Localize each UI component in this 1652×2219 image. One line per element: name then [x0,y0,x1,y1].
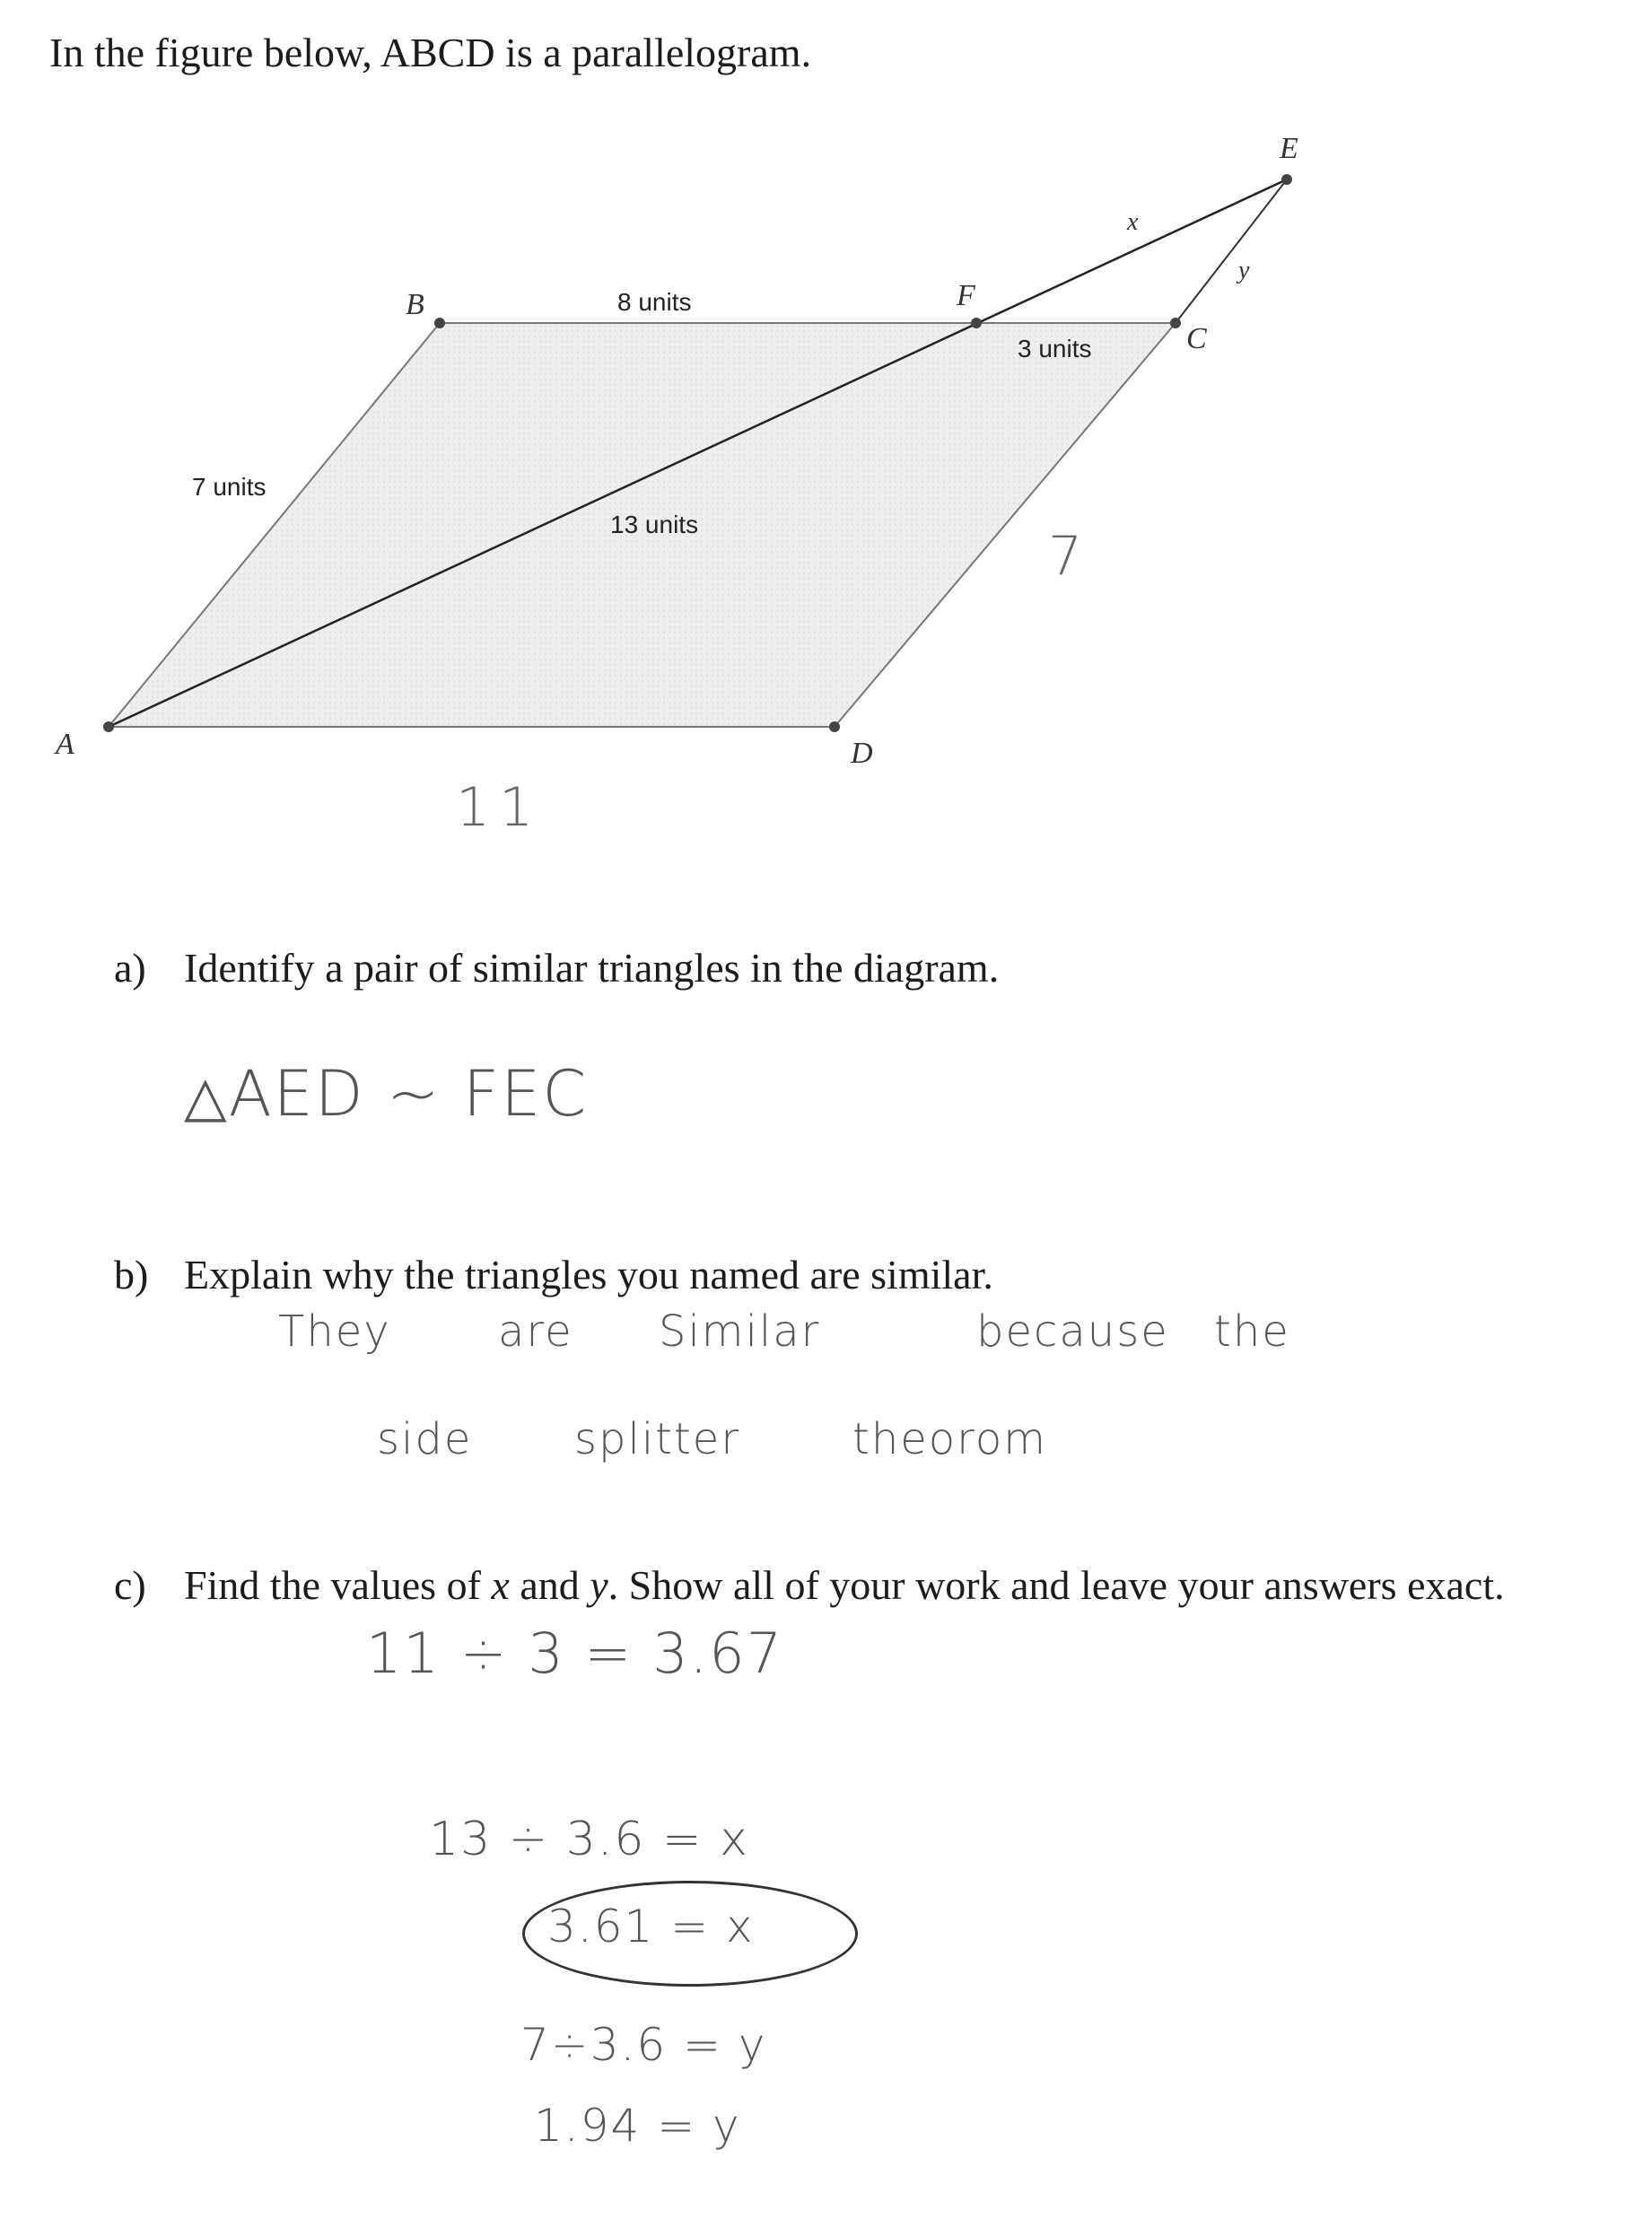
answer-c-line3: 3.61 = x [547,1900,755,1953]
answer-c-line5: 1.94 = y [534,2100,741,2152]
answer-b-word-5: the [1214,1306,1290,1357]
point-A [103,721,114,732]
answer-b-word-2: are [498,1306,573,1357]
question-b [114,1251,993,1298]
segment-CE [1176,179,1287,323]
answer-b-word-8: theorom [852,1414,1047,1464]
answer-b-word-6: side [377,1414,473,1464]
variable-y: y [590,1562,608,1608]
label-y: y [1238,257,1250,284]
label-D: D [851,737,873,770]
answer-a: △AED ~ FEC [184,1057,589,1131]
answer-c-line1: 11 ÷ 3 = 3.67 [366,1621,784,1686]
handwritten-7: 7 [1048,525,1083,588]
variable-x: x [491,1562,510,1608]
label-3-units: 3 units [1018,335,1092,363]
point-B [434,318,445,328]
question-c: c) Find the values of x and y. Show all of your work and leave your answers exact. [114,1562,1505,1608]
question-a [114,944,999,992]
label-13-units: 13 units [610,511,699,538]
label-7-units: 7 units [192,473,267,501]
question-a-text: Identify a pair of similar triangles in the diagram. [184,945,1000,991]
question-a-letter: a) [114,945,146,991]
point-C [1170,318,1181,328]
triangle-icon: △ [184,1063,229,1129]
question-c-letter: c) [114,1562,146,1608]
point-E [1281,174,1292,185]
handwritten-11: 11 [456,776,543,839]
answer-b-word-4: because [976,1306,1169,1357]
answer-c-line4: 7÷3.6 = y [520,2019,767,2071]
parallelogram-figure [0,0,1652,897]
label-F: F [957,279,975,312]
answer-b-line2 [0,1414,1652,1477]
label-E: E [1280,132,1298,165]
answer-b-line1 [0,1306,1652,1369]
intro-text: In the figure below, ABCD is a parallelogram. [49,30,812,75]
label-8-units: 8 units [617,288,692,316]
answer-b-word-7: splitter [574,1414,741,1464]
point-F [971,318,982,328]
label-C: C [1186,322,1207,355]
answer-b-word-3: Similar [659,1306,821,1357]
question-b-text: Explain why the triangles you named are similar. [184,1252,993,1297]
label-B: B [406,288,424,321]
label-x: x [1127,208,1139,236]
answer-c-line2: 13 ÷ 3.6 = x [429,1813,749,1866]
point-D [829,721,840,732]
label-A: A [56,728,74,761]
question-b-letter: b) [114,1252,149,1297]
answer-b-word-1: They [278,1306,391,1357]
